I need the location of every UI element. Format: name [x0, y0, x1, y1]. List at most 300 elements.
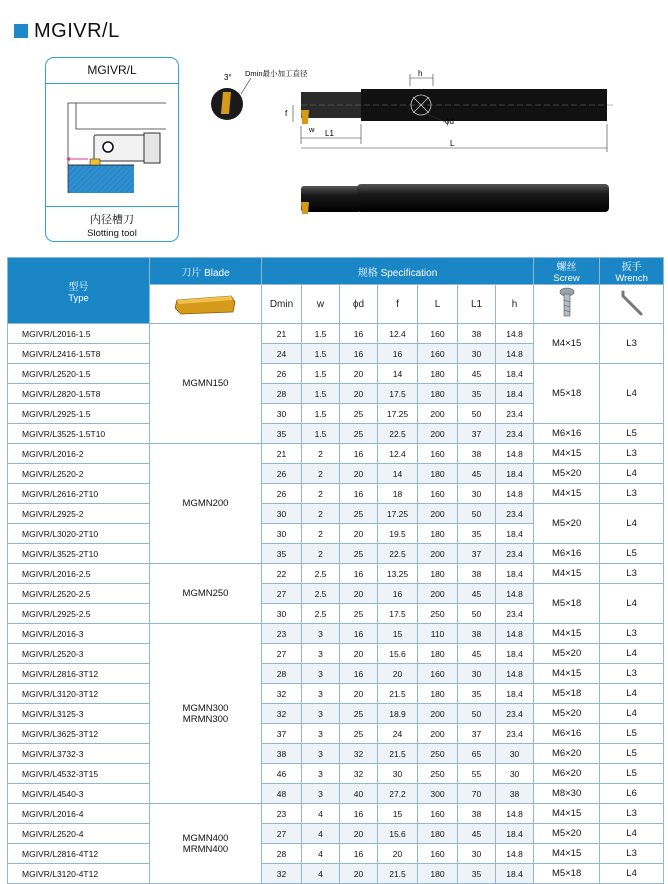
blade-name-alt: MRMN300 [182, 713, 229, 725]
spec-value-cell: 18.4 [496, 364, 534, 384]
col-f: f [378, 285, 418, 324]
l-label: L [450, 139, 455, 148]
f-label: f [285, 109, 288, 118]
spec-value-cell: 38 [458, 564, 496, 584]
spec-value-cell: 180 [418, 564, 458, 584]
spec-value-cell: 22.5 [378, 544, 418, 564]
spec-value-cell: 25 [340, 604, 378, 624]
spec-value-cell: 37 [458, 424, 496, 444]
wrench-icon [617, 288, 647, 318]
spec-value-cell: 26 [262, 364, 302, 384]
table-row [8, 444, 664, 464]
tool-card [45, 57, 179, 242]
spec-value-cell: 20 [378, 844, 418, 864]
header-wrench-en: Wrench [615, 273, 648, 284]
spec-value-cell: 32 [262, 704, 302, 724]
wrench-cell: L5 [600, 764, 664, 784]
spec-value-cell: 46 [262, 764, 302, 784]
screw-cell: M4×15 [534, 804, 600, 824]
spec-value-cell: 16 [340, 624, 378, 644]
header-blade: 刀片 Blade [150, 258, 262, 285]
wrench-cell: L4 [600, 824, 664, 844]
type-cell: MGIVR/L2616-2T10 [8, 484, 150, 504]
spec-value-cell: 50 [458, 504, 496, 524]
type-cell: MGIVR/L2520-2 [8, 464, 150, 484]
spec-value-cell: 18.4 [496, 864, 534, 884]
spec-value-cell: 18.4 [496, 684, 534, 704]
spec-value-cell: 160 [418, 344, 458, 364]
spec-value-cell: 16 [340, 484, 378, 504]
spec-value-cell: 15.6 [378, 824, 418, 844]
screw-cell: M5×18 [534, 364, 600, 424]
wrench-cell: L3 [600, 444, 664, 464]
type-cell: MGIVR/L2016-2.5 [8, 564, 150, 584]
spec-value-cell: 25 [340, 504, 378, 524]
screw-cell: M6×20 [534, 764, 600, 784]
spec-value-cell: 2 [302, 464, 340, 484]
spec-value-cell: 3 [302, 784, 340, 804]
header-spec: 规格 Specification [262, 258, 534, 285]
spec-value-cell: 37 [458, 544, 496, 564]
type-cell: MGIVR/L2520-1.5 [8, 364, 150, 384]
blade-name: MGMN200 [182, 498, 229, 509]
screw-cell: M4×15 [534, 664, 600, 684]
spec-value-cell: 25 [340, 404, 378, 424]
spec-value-cell: 16 [378, 584, 418, 604]
header-screw [534, 258, 600, 285]
type-cell: MGIVR/L3125-3 [8, 704, 150, 724]
spec-value-cell: 1.5 [302, 384, 340, 404]
table-row [8, 324, 664, 344]
col-d: ϕd [340, 285, 378, 324]
spec-value-cell: 28 [262, 844, 302, 864]
spec-value-cell: 200 [418, 704, 458, 724]
spec-value-cell: 32 [340, 744, 378, 764]
screw-cell: M4×15 [534, 444, 600, 464]
spec-value-cell: 180 [418, 464, 458, 484]
spec-value-cell: 3 [302, 624, 340, 644]
spec-value-cell: 30 [262, 604, 302, 624]
wrench-cell: L5 [600, 744, 664, 764]
w-label: w [309, 125, 315, 134]
wrench-cell: L4 [600, 464, 664, 484]
type-cell: MGIVR/L3732-3 [8, 744, 150, 764]
spec-value-cell: 110 [418, 624, 458, 644]
spec-value-cell: 180 [418, 524, 458, 544]
wrench-cell: L4 [600, 584, 664, 624]
screw-cell: M5×18 [534, 864, 600, 884]
spec-value-cell: 18.4 [496, 644, 534, 664]
title-square-icon [14, 24, 28, 38]
wrench-cell: L3 [600, 664, 664, 684]
wrench-cell: L3 [600, 484, 664, 504]
spec-value-cell: 2 [302, 504, 340, 524]
spec-value-cell: 14.8 [496, 624, 534, 644]
spec-value-cell: 3 [302, 684, 340, 704]
screw-cell: M5×20 [534, 464, 600, 484]
spec-value-cell: 23 [262, 804, 302, 824]
spec-value-cell: 21.5 [378, 684, 418, 704]
wrench-cell: L3 [600, 564, 664, 584]
wrench-cell: L4 [600, 504, 664, 544]
spec-value-cell: 160 [418, 444, 458, 464]
spec-value-cell: 23.4 [496, 504, 534, 524]
spec-value-cell: 45 [458, 464, 496, 484]
spec-value-cell: 200 [418, 544, 458, 564]
screw-cell: M4×15 [534, 564, 600, 584]
type-cell: MGIVR/L3625-3T12 [8, 724, 150, 744]
spec-value-cell: 180 [418, 644, 458, 664]
screw-cell: M5×18 [534, 584, 600, 624]
spec-value-cell: 27 [262, 644, 302, 664]
col-l1: L1 [458, 285, 496, 324]
table-row [8, 484, 664, 504]
product-bar-image [295, 180, 615, 220]
table-row [8, 704, 664, 724]
spec-value-cell: 45 [458, 364, 496, 384]
spec-value-cell: 2 [302, 544, 340, 564]
side-view-insert [301, 110, 309, 124]
spec-value-cell: 21 [262, 324, 302, 344]
screw-cell: M4×15 [534, 844, 600, 864]
spec-value-cell: 27 [262, 584, 302, 604]
screw-cell: M6×16 [534, 424, 600, 444]
header-type [8, 258, 150, 324]
blade-cell [150, 624, 262, 804]
spec-value-cell: 3 [302, 704, 340, 724]
spec-value-cell: 45 [458, 644, 496, 664]
spec-value-cell: 45 [458, 824, 496, 844]
page-title-block [14, 18, 120, 44]
header-type-zh: 型号 [68, 281, 89, 293]
spec-value-cell: 20 [340, 384, 378, 404]
spec-value-cell: 16 [340, 324, 378, 344]
spec-value-cell: 65 [458, 744, 496, 764]
spec-value-cell: 14.8 [496, 484, 534, 504]
blade-cell [150, 444, 262, 564]
spec-value-cell: 200 [418, 504, 458, 524]
spec-table [7, 257, 664, 884]
type-cell: MGIVR/L4540-3 [8, 784, 150, 804]
blade-image-cell [150, 285, 262, 324]
table-row [8, 464, 664, 484]
spec-value-cell: 23.4 [496, 704, 534, 724]
header-wrench-zh: 扳手 [621, 262, 642, 273]
card-heading: MGIVR/L [46, 58, 178, 84]
spec-value-cell: 16 [378, 344, 418, 364]
spec-value-cell: 70 [458, 784, 496, 804]
spec-value-cell: 16 [340, 804, 378, 824]
screw-cell: M6×16 [534, 724, 600, 744]
spec-value-cell: 20 [340, 824, 378, 844]
spec-value-cell: 250 [418, 604, 458, 624]
spec-value-cell: 18.4 [496, 524, 534, 544]
spec-value-cell: 23.4 [496, 404, 534, 424]
blade-name: MGMN300 [182, 702, 229, 714]
spec-value-cell: 25 [340, 544, 378, 564]
spec-value-cell: 200 [418, 404, 458, 424]
spec-value-cell: 1.5 [302, 424, 340, 444]
blade-name-alt: MRMN400 [182, 843, 229, 855]
spec-value-cell: 17.25 [378, 404, 418, 424]
spec-value-cell: 14.8 [496, 844, 534, 864]
spec-value-cell: 14.8 [496, 344, 534, 364]
spec-value-cell: 160 [418, 484, 458, 504]
spec-value-cell: 20 [340, 364, 378, 384]
wrench-image-cell [600, 285, 664, 324]
spec-value-cell: 23.4 [496, 724, 534, 744]
spec-value-cell: 2.5 [302, 584, 340, 604]
slotting-tool-illustration [46, 85, 178, 205]
type-cell: MGIVR/L3525-2T10 [8, 544, 150, 564]
table-row [8, 684, 664, 704]
spec-value-cell: 14.8 [496, 324, 534, 344]
screw-cell: M6×16 [534, 544, 600, 564]
spec-value-cell: 23 [262, 624, 302, 644]
type-cell: MGIVR/L3120-4T12 [8, 864, 150, 884]
wrench-cell: L4 [600, 704, 664, 724]
dmin-label: Dmin最小加工直径 [245, 69, 308, 78]
spec-value-cell: 21.5 [378, 864, 418, 884]
spec-value-cell: 35 [262, 544, 302, 564]
spec-value-cell: 27 [262, 824, 302, 844]
spec-value-cell: 180 [418, 864, 458, 884]
screw-cell: M5×20 [534, 644, 600, 664]
type-cell: MGIVR/L2016-3 [8, 624, 150, 644]
spec-value-cell: 14.8 [496, 444, 534, 464]
spec-value-cell: 250 [418, 744, 458, 764]
type-cell: MGIVR/L2820-1.5T8 [8, 384, 150, 404]
spec-value-cell: 4 [302, 824, 340, 844]
spec-value-cell: 30 [458, 344, 496, 364]
spec-value-cell: 23.4 [496, 604, 534, 624]
spec-value-cell: 160 [418, 844, 458, 864]
spec-value-cell: 300 [418, 784, 458, 804]
screw-cell: M5×20 [534, 504, 600, 544]
spec-value-cell: 21 [262, 444, 302, 464]
type-cell: MGIVR/L2416-1.5T8 [8, 344, 150, 364]
l1-label: L1 [325, 129, 334, 138]
spec-value-cell: 2.5 [302, 604, 340, 624]
header-screw-en: Screw [553, 273, 580, 284]
card-caption [46, 206, 178, 241]
h-label: h [418, 69, 423, 78]
spec-value-cell: 35 [458, 864, 496, 884]
spec-value-cell: 24 [378, 724, 418, 744]
screw-cell: M6×20 [534, 744, 600, 764]
spec-value-cell: 20 [340, 524, 378, 544]
table-row [8, 744, 664, 764]
spec-value-cell: 30 [458, 844, 496, 864]
blade-cell [150, 564, 262, 624]
spec-value-cell: 32 [340, 764, 378, 784]
table-row [8, 724, 664, 744]
spec-value-cell: 28 [262, 664, 302, 684]
spec-value-cell: 30 [262, 504, 302, 524]
screw-cell: M5×20 [534, 824, 600, 844]
spec-value-cell: 28 [262, 384, 302, 404]
blade-name: MGMN250 [182, 588, 229, 599]
spec-value-cell: 18.4 [496, 564, 534, 584]
screw-icon [552, 286, 582, 320]
table-row [8, 424, 664, 444]
table-row [8, 584, 664, 604]
spec-value-cell: 18.9 [378, 704, 418, 724]
blade-cell [150, 804, 262, 884]
technical-drawing [205, 64, 625, 156]
spec-value-cell: 38 [262, 744, 302, 764]
type-cell: MGIVR/L3525-1.5T10 [8, 424, 150, 444]
blade-name: MGMN400 [182, 832, 229, 844]
spec-value-cell: 35 [458, 684, 496, 704]
spec-value-cell: 160 [418, 324, 458, 344]
angle-label: 3° [224, 73, 232, 82]
type-cell: MGIVR/L3020-2T10 [8, 524, 150, 544]
spec-value-cell: 2.5 [302, 564, 340, 584]
spec-value-cell: 18.4 [496, 824, 534, 844]
spec-value-cell: 35 [458, 524, 496, 544]
spec-value-cell: 12.4 [378, 444, 418, 464]
table-row [8, 504, 664, 524]
spec-value-cell: 16 [340, 664, 378, 684]
spec-value-cell: 14 [378, 464, 418, 484]
spec-value-cell: 17.5 [378, 384, 418, 404]
spec-value-cell: 30 [496, 744, 534, 764]
spec-value-cell: 26 [262, 484, 302, 504]
spec-value-cell: 38 [458, 624, 496, 644]
spec-value-cell: 30 [262, 404, 302, 424]
spec-value-cell: 30 [458, 664, 496, 684]
spec-value-cell: 2 [302, 484, 340, 504]
screw-cell: M4×15 [534, 484, 600, 504]
spec-value-cell: 15.6 [378, 644, 418, 664]
header-wrench [600, 258, 664, 285]
spec-value-cell: 38 [458, 804, 496, 824]
spec-value-cell: 16 [340, 844, 378, 864]
spec-value-cell: 180 [418, 684, 458, 704]
screw-cell: M8×30 [534, 784, 600, 804]
spec-table-body [8, 324, 664, 884]
screw-cell: M5×20 [534, 704, 600, 724]
spec-value-cell: 22.5 [378, 424, 418, 444]
blade-insert-icon [171, 288, 241, 318]
spec-value-cell: 48 [262, 784, 302, 804]
table-row [8, 544, 664, 564]
wrench-cell: L6 [600, 784, 664, 804]
wrench-cell: L3 [600, 624, 664, 644]
spec-value-cell: 1.5 [302, 364, 340, 384]
spec-value-cell: 23.4 [496, 544, 534, 564]
spec-value-cell: 32 [262, 864, 302, 884]
type-cell: MGIVR/L2520-4 [8, 824, 150, 844]
table-row [8, 364, 664, 384]
spec-value-cell: 3 [302, 764, 340, 784]
page-title: MGIVR/L [34, 19, 120, 42]
spec-value-cell: 200 [418, 424, 458, 444]
spec-value-cell: 200 [418, 584, 458, 604]
header-type-en: Type [68, 292, 89, 304]
spec-value-cell: 25 [340, 704, 378, 724]
type-cell: MGIVR/L3120-3T12 [8, 684, 150, 704]
screw-cell: M4×15 [534, 324, 600, 364]
spec-value-cell: 1.5 [302, 324, 340, 344]
spec-value-cell: 14.8 [496, 804, 534, 824]
spec-value-cell: 13.25 [378, 564, 418, 584]
blade-name: MGMN150 [182, 378, 229, 389]
spec-value-cell: 30 [496, 764, 534, 784]
spec-value-cell: 15 [378, 804, 418, 824]
table-row [8, 564, 664, 584]
spec-value-cell: 38 [458, 444, 496, 464]
table-row [8, 804, 664, 824]
spec-value-cell: 27.2 [378, 784, 418, 804]
col-h: h [496, 285, 534, 324]
spec-value-cell: 25 [340, 724, 378, 744]
spec-value-cell: 22 [262, 564, 302, 584]
spec-value-cell: 2 [302, 444, 340, 464]
spec-value-cell: 3 [302, 664, 340, 684]
type-cell: MGIVR/L2520-3 [8, 644, 150, 664]
wrench-cell: L3 [600, 324, 664, 364]
spec-value-cell: 26 [262, 464, 302, 484]
spec-value-cell: 40 [340, 784, 378, 804]
screw-cell: M4×15 [534, 624, 600, 644]
spec-value-cell: 50 [458, 404, 496, 424]
spec-value-cell: 37 [262, 724, 302, 744]
table-row [8, 864, 664, 884]
spec-value-cell: 14.8 [496, 584, 534, 604]
header-screw-zh: 螺丝 [556, 262, 577, 273]
type-cell: MGIVR/L2816-3T12 [8, 664, 150, 684]
spec-value-cell: 160 [418, 664, 458, 684]
spec-value-cell: 20 [378, 664, 418, 684]
spec-value-cell: 32 [262, 684, 302, 704]
spec-value-cell: 18 [378, 484, 418, 504]
col-w: w [302, 285, 340, 324]
spec-value-cell: 180 [418, 364, 458, 384]
spec-value-cell: 35 [458, 384, 496, 404]
wrench-cell: L4 [600, 864, 664, 884]
blade-cell [150, 324, 262, 444]
spec-value-cell: 30 [378, 764, 418, 784]
spec-value-cell: 17.25 [378, 504, 418, 524]
spec-value-cell: 18.4 [496, 384, 534, 404]
type-cell: MGIVR/L2520-2.5 [8, 584, 150, 604]
type-cell: MGIVR/L2925-1.5 [8, 404, 150, 424]
spec-value-cell: 180 [418, 824, 458, 844]
wrench-cell: L3 [600, 804, 664, 824]
spec-value-cell: 18.4 [496, 464, 534, 484]
type-cell: MGIVR/L2016-2 [8, 444, 150, 464]
spec-value-cell: 21.5 [378, 744, 418, 764]
screw-cell: M5×18 [534, 684, 600, 704]
spec-value-cell: 38 [496, 784, 534, 804]
spec-value-cell: 20 [340, 584, 378, 604]
spec-value-cell: 37 [458, 724, 496, 744]
spec-value-cell: 50 [458, 704, 496, 724]
spec-value-cell: 24 [262, 344, 302, 364]
spec-value-cell: 35 [262, 424, 302, 444]
spec-value-cell: 200 [418, 724, 458, 744]
wrench-cell: L5 [600, 544, 664, 564]
spec-value-cell: 38 [458, 324, 496, 344]
table-row [8, 824, 664, 844]
spec-value-cell: 16 [340, 344, 378, 364]
spec-value-cell: 12.4 [378, 324, 418, 344]
spec-value-cell: 14.8 [496, 664, 534, 684]
table-row [8, 784, 664, 804]
spec-value-cell: 55 [458, 764, 496, 784]
